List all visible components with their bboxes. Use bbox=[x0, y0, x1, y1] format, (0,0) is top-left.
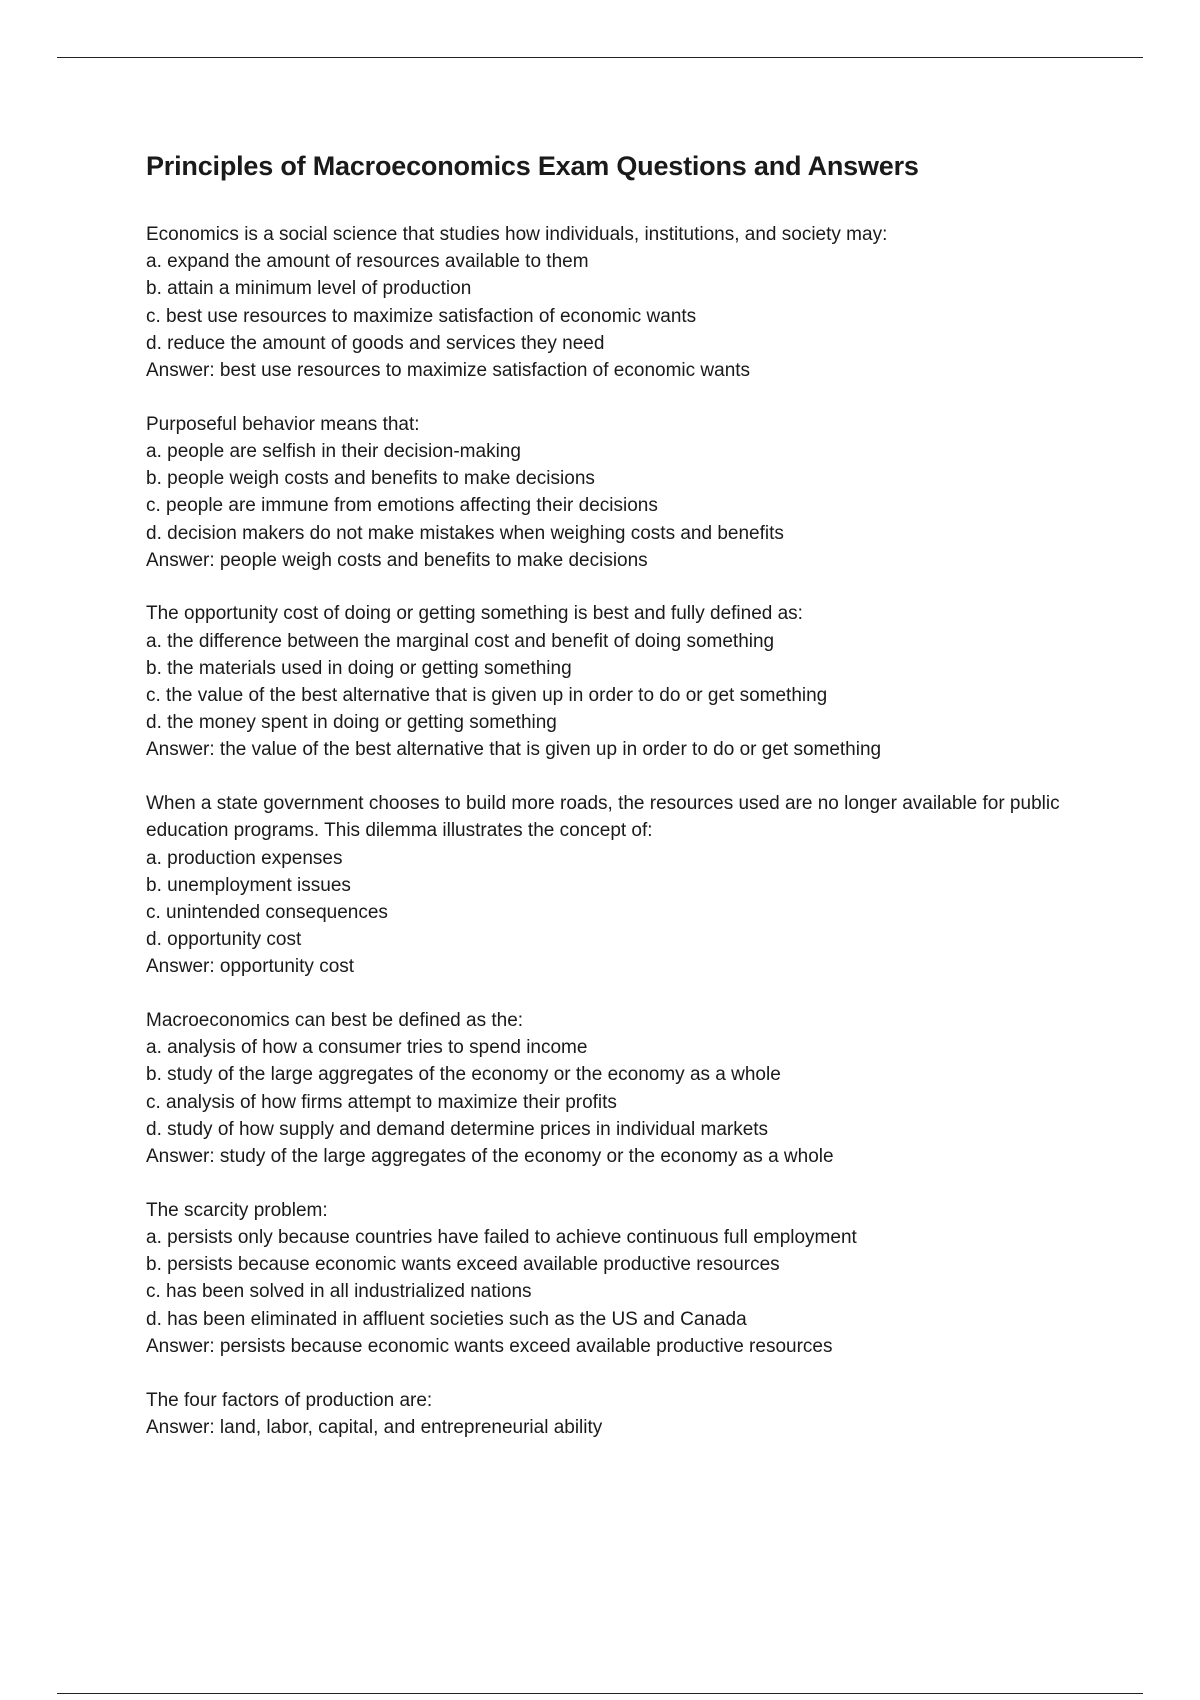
question-list bbox=[146, 221, 1086, 1441]
answer-line bbox=[146, 357, 1086, 384]
answer-option: b. study of the large aggregates of the economy or the economy as a whole bbox=[146, 1064, 781, 1086]
question-prompt: When a state government chooses to build more roads, the resources used are no longer available for public education programs. This dilemma illustrates the concept of: bbox=[146, 793, 1060, 842]
answer-option: c. has been solved in all industrialized nations bbox=[146, 1281, 532, 1303]
answer-text: study of the large aggregates of the economy or the economy as a whole bbox=[219, 1146, 834, 1168]
question-block bbox=[146, 1197, 1086, 1360]
answer-line bbox=[146, 736, 1086, 763]
question-prompt: The opportunity cost of doing or getting something is best and fully defined as: bbox=[146, 603, 803, 625]
answer-option: c. people are immune from emotions affecting their decisions bbox=[146, 495, 658, 517]
answer-line bbox=[146, 1414, 1086, 1441]
question-block bbox=[146, 1387, 1086, 1441]
question-block bbox=[146, 411, 1086, 574]
answer-option: b. attain a minimum level of production bbox=[146, 278, 472, 300]
answer-label: Answer: bbox=[146, 549, 215, 571]
answer-line bbox=[146, 953, 1086, 980]
document-body bbox=[146, 145, 1086, 1467]
answer-option: d. opportunity cost bbox=[146, 929, 302, 951]
header-rule bbox=[57, 57, 1143, 58]
answer-option: a. production expenses bbox=[146, 847, 343, 869]
answer-option: a. people are selfish in their decision-making bbox=[146, 440, 521, 462]
question-prompt: The four factors of production are: bbox=[146, 1389, 433, 1411]
question-prompt: The scarcity problem: bbox=[146, 1199, 328, 1221]
answer-option: a. the difference between the marginal cost and benefit of doing something bbox=[146, 630, 775, 652]
answer-text: opportunity cost bbox=[219, 956, 355, 978]
answer-option: b. the materials used in doing or getting something bbox=[146, 657, 572, 679]
answer-text: best use resources to maximize satisfaction of economic wants bbox=[219, 360, 751, 382]
answer-label: Answer: bbox=[146, 360, 215, 382]
answer-text: the value of the best alternative that is given up in order to do or get something bbox=[219, 739, 882, 761]
question-prompt: Macroeconomics can best be defined as the: bbox=[146, 1010, 524, 1032]
footer-rule bbox=[57, 1693, 1143, 1694]
document-title: Principles of Macroeconomics Exam Questions and Answers bbox=[146, 151, 919, 181]
answer-option: c. best use resources to maximize satisfaction of economic wants bbox=[146, 305, 697, 327]
answer-option: a. persists only because countries have failed to achieve continuous full employment bbox=[146, 1227, 857, 1248]
answer-option: b. unemployment issues bbox=[146, 874, 351, 896]
answer-option: b. persists because economic wants exceed available productive resources bbox=[146, 1254, 780, 1276]
answer-option: c. analysis of how firms attempt to maximize their profits bbox=[146, 1091, 617, 1113]
answer-option: a. analysis of how a consumer tries to spend income bbox=[146, 1037, 588, 1059]
answer-option: c. unintended consequences bbox=[146, 901, 388, 923]
answer-option: c. the value of the best alternative that is given up in order to do or get something bbox=[146, 685, 828, 707]
answer-line bbox=[146, 547, 1086, 574]
answer-option: d. reduce the amount of goods and services they need bbox=[146, 332, 605, 354]
question-block bbox=[146, 790, 1086, 980]
question-block bbox=[146, 1007, 1086, 1170]
question-block bbox=[146, 600, 1086, 763]
question-prompt: Purposeful behavior means that: bbox=[146, 413, 420, 435]
answer-option: b. people weigh costs and benefits to make decisions bbox=[146, 468, 595, 490]
answer-label: Answer: bbox=[146, 739, 215, 761]
answer-label: Answer: bbox=[146, 1146, 215, 1168]
question-block bbox=[146, 221, 1086, 384]
answer-label: Answer: bbox=[146, 1335, 215, 1357]
answer-option: d. study of how supply and demand determine prices in individual markets bbox=[146, 1118, 769, 1140]
answer-option: d. decision makers do not make mistakes when weighing costs and benefits bbox=[146, 522, 784, 544]
answer-option: a. expand the amount of resources available to them bbox=[146, 251, 589, 273]
answer-text: land, labor, capital, and entrepreneurial ability bbox=[219, 1416, 603, 1438]
answer-option: d. the money spent in doing or getting something bbox=[146, 712, 557, 734]
question-prompt: Economics is a social science that studies how individuals, institutions, and society may: bbox=[146, 224, 888, 245]
answer-text: people weigh costs and benefits to make decisions bbox=[219, 549, 648, 571]
answer-line bbox=[146, 1333, 1086, 1360]
answer-option: d. has been eliminated in affluent societies such as the US and Canada bbox=[146, 1308, 747, 1330]
answer-line bbox=[146, 1143, 1086, 1170]
answer-label: Answer: bbox=[146, 956, 215, 978]
answer-label: Answer: bbox=[146, 1416, 215, 1438]
answer-text: persists because economic wants exceed available productive resources bbox=[219, 1335, 833, 1357]
